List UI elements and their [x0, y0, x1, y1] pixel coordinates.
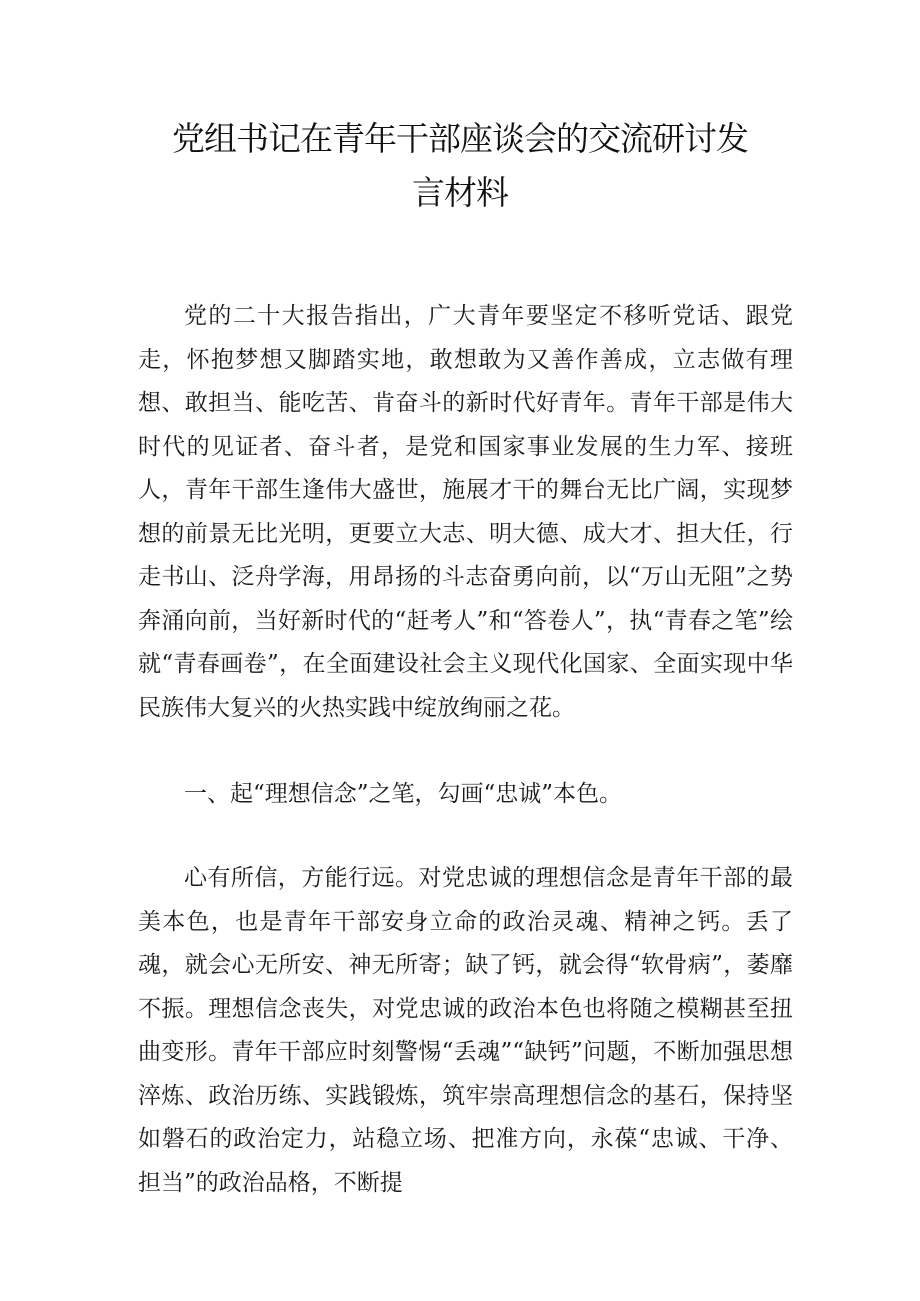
document-title	[140, 112, 780, 220]
title-line-2: 言材料	[412, 173, 508, 212]
intro-paragraph: 党的二十大报告指出，广大青年要坚定不移听党话、跟党走，怀抱梦想又脚踏实地，敢想敢为又善作善成，立志做有理想、敢担当、能吃苦、肯奋斗的新时代好青年。青年干部是伟大时代的见证者、奋斗者，是党和国家事业发展的生力军、接班人，青年干部生逢伟大盛世，施展才干的舞台无比广阔，实现梦想的前景无比光明，更要立大志、明大德、成大才、担大任，行走书山、泛舟学海，用昂扬的斗志奋勇向前，以“万山无阻”之势奔涌向前，当好新时代的“赶考人”和“答卷人”，执“青春之笔”绘就“青春画卷”，在全面建设社会主义现代化国家、全面实现中华民族伟大复兴的火热实践中绽放绚丽之花。	[138, 303, 793, 721]
section-heading-1: 一、起“理想信念”之笔，勾画“忠诚”本色。	[184, 781, 623, 807]
title-line-1: 党组书记在青年干部座谈会的交流研讨发	[172, 119, 748, 158]
section-1-paragraph: 心有所信，方能行远。对党忠诚的理想信念是青年干部的最美本色，也是青年干部安身立命的政治灵魂、精神之钙。丢了魂，就会心无所安、神无所寄；缺了钙，就会得“软骨病”，萎靡不振。理想信念丧失，对党忠诚的政治本色也将随之模糊甚至扭曲变形。青年干部应时刻警惕“丢魂”“缺钙”问题，不断加强思想淬炼、政治历练、实践锻炼，筑牢崇高理想信念的基石，保持坚如磐石的政治定力，站稳立场、把准方向，永葆“忠诚、干净、担当”的政治品格，不断提	[138, 865, 793, 1196]
